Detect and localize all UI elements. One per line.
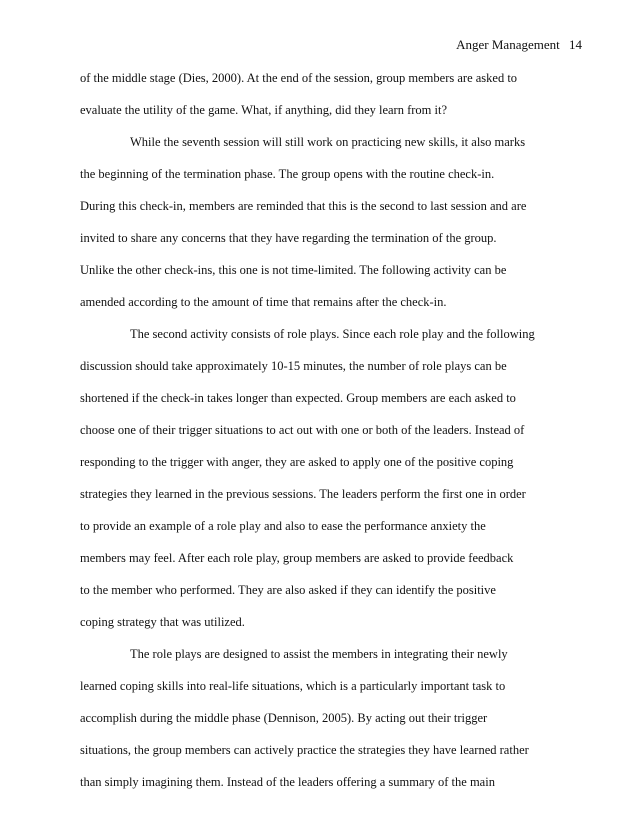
text-line: the beginning of the termination phase. The group opens with the routine check-in. bbox=[80, 167, 495, 181]
text-line: The role plays are designed to assist the members in integrating their newly bbox=[130, 647, 508, 661]
running-head bbox=[456, 37, 582, 53]
text-line: choose one of their trigger situations to act out with one or both of the leaders. Instead of bbox=[80, 423, 525, 437]
text-line: coping strategy that was utilized. bbox=[80, 615, 245, 629]
text-line: strategies they learned in the previous sessions. The leaders perform the first one in order bbox=[80, 487, 526, 501]
text-line: invited to share any concerns that they have regarding the termination of the group. bbox=[80, 231, 497, 245]
text-line: to provide an example of a role play and also to ease the performance anxiety the bbox=[80, 519, 486, 533]
text-line: responding to the trigger with anger, they are asked to apply one of the positive coping bbox=[80, 455, 514, 469]
running-head-title: Anger Management bbox=[456, 37, 560, 52]
page-number: 14 bbox=[569, 37, 582, 52]
text-line: situations, the group members can actively practice the strategies they have learned rather bbox=[80, 743, 529, 757]
text-line: evaluate the utility of the game. What, if anything, did they learn from it? bbox=[80, 103, 448, 117]
text-line: to the member who performed. They are also asked if they can identify the positive bbox=[80, 583, 496, 597]
text-line: shortened if the check-in takes longer than expected. Group members are each asked to bbox=[80, 391, 516, 405]
text-line: Unlike the other check-ins, this one is not time-limited. The following activity can be bbox=[80, 263, 507, 277]
text-line: amended according to the amount of time that remains after the check-in. bbox=[80, 295, 447, 309]
text-line: While the seventh session will still work on practicing new skills, it also marks bbox=[130, 135, 526, 149]
text-line: The second activity consists of role plays. Since each role play and the following bbox=[130, 327, 535, 341]
text-line: accomplish during the middle phase (Dennison, 2005). By acting out their trigger bbox=[80, 711, 488, 725]
body-text bbox=[80, 69, 550, 805]
text-line: discussion should take approximately 10-15 minutes, the number of role plays can be bbox=[80, 359, 507, 373]
text-line: learned coping skills into real-life situations, which is a particularly important task to bbox=[80, 679, 506, 693]
text-line: members may feel. After each role play, group members are asked to provide feedback bbox=[80, 551, 514, 565]
text-line: During this check-in, members are reminded that this is the second to last session and are bbox=[80, 199, 527, 213]
text-line: of the middle stage (Dies, 2000). At the end of the session, group members are asked to bbox=[80, 71, 518, 85]
text-line: than simply imagining them. Instead of the leaders offering a summary of the main bbox=[80, 775, 495, 789]
